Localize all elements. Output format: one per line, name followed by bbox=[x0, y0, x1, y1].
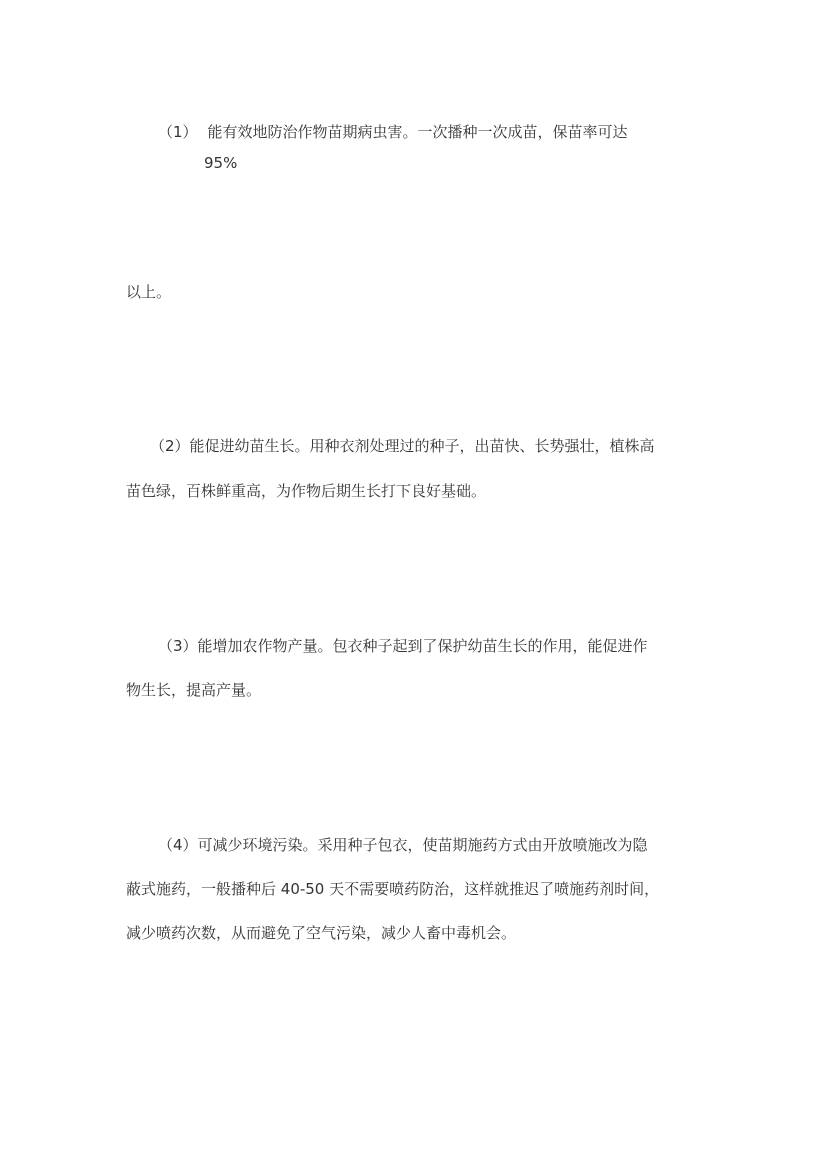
paragraph-3-line-1 bbox=[158, 636, 648, 656]
paragraph-1-line-3: 以上。 bbox=[126, 283, 172, 301]
paragraph-2-line-1 bbox=[150, 436, 655, 456]
paragraph-1-line-2: 95% bbox=[204, 154, 238, 172]
paragraph-3-line-2: 物生长，提高产量。 bbox=[126, 681, 262, 699]
paragraph-4-text: 可减少环境污染。采用种子包衣，使苗期施药方式由开放喷施改为隐 bbox=[197, 836, 648, 854]
paragraph-3-text: 能增加农作物产量。包衣种子起到了保护幼苗生长的作用，能促进作 bbox=[197, 637, 648, 655]
paragraph-1-number: （1） bbox=[158, 123, 198, 141]
paragraph-4-line-1 bbox=[158, 835, 648, 855]
paragraph-4-line-2: 蔽式施药，一般播种后 40-50 天不需要喷药防治，这样就推迟了喷施药剂时间， bbox=[126, 880, 660, 898]
paragraph-4-number: （4） bbox=[158, 836, 198, 854]
paragraph-4-line-3: 减少喷药次数，从而避免了空气污染，减少人畜中毒机会。 bbox=[126, 924, 517, 942]
paragraph-2-text: 能促进幼苗生长。用种衣剂处理过的种子，出苗快、长势强壮，植株高 bbox=[189, 437, 655, 455]
paragraph-1-line-1 bbox=[158, 122, 628, 142]
paragraph-2-number: （2） bbox=[150, 437, 190, 455]
paragraph-3-number: （3） bbox=[158, 637, 198, 655]
paragraph-2-line-2: 苗色绿，百株鲜重高，为作物后期生长打下良好基础。 bbox=[126, 482, 487, 500]
paragraph-1-text: 能有效地防治作物苗期病虫害。一次播种一次成苗，保苗率可达 bbox=[207, 123, 628, 141]
